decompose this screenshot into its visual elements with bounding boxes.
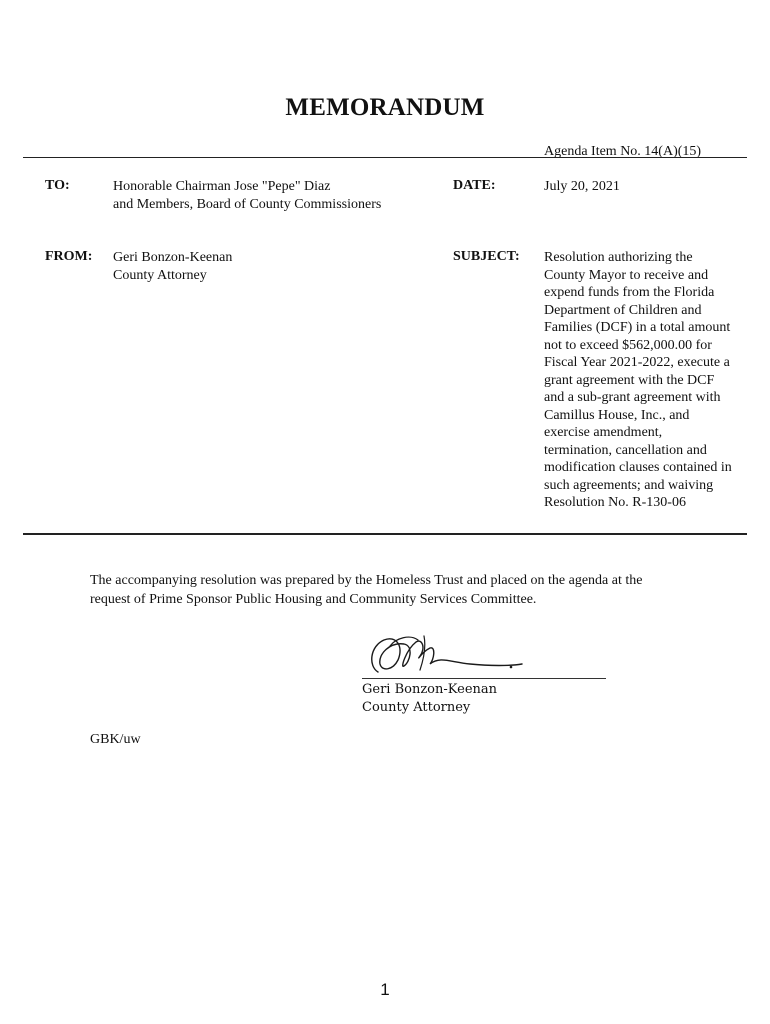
- subject-line: exercise amendment,: [544, 425, 663, 440]
- from-line-2: County Attorney: [113, 267, 207, 283]
- subject-line: Camillus House, Inc., and: [544, 407, 690, 423]
- from-sender: [113, 249, 232, 284]
- top-divider: [23, 157, 747, 158]
- subject-line: termination, cancellation and: [544, 442, 707, 458]
- subject-label: SUBJECT:: [453, 249, 520, 264]
- from-label: FROM:: [45, 249, 93, 264]
- signatory-name: Geri Bonzon-Keenan: [362, 682, 498, 697]
- section-divider: [23, 533, 747, 535]
- subject-line: Fiscal Year 2021-2022, execute a: [544, 355, 730, 370]
- subject-line: not to exceed $562,000.00 for: [544, 337, 712, 353]
- from-line-1: Geri Bonzon-Keenan: [113, 250, 233, 265]
- to-label: TO:: [45, 178, 70, 193]
- subject-line: grant agreement with the DCF: [544, 372, 715, 388]
- subject-line: modification clauses contained in: [544, 460, 732, 475]
- subject-line: Resolution authorizing the: [544, 250, 693, 265]
- to-line-1: Honorable Chairman Jose "Pepe" Diaz: [113, 179, 331, 194]
- to-recipient: [113, 178, 381, 213]
- body-line-2: request of Prime Sponsor Public Housing and Community Services Committee.: [90, 592, 537, 607]
- typist-initials: GBK/uw: [90, 732, 141, 747]
- signature-line: [362, 678, 606, 679]
- subject-text: [544, 249, 732, 512]
- signature-scribble-icon: [360, 626, 610, 686]
- subject-line: expend funds from the Florida: [544, 285, 715, 300]
- agenda-item: Agenda Item No. 14(A)(15): [544, 144, 702, 159]
- body-line-1: The accompanying resolution was prepared by the Homeless Trust and placed on the agenda at the: [90, 573, 643, 588]
- subject-line: Resolution No. R-130-06: [544, 495, 686, 510]
- date-value: July 20, 2021: [544, 179, 620, 194]
- subject-line: and a sub-grant agreement with: [544, 390, 721, 405]
- to-line-2: and Members, Board of County Commissioners: [113, 196, 382, 212]
- subject-line: Department of Children and: [544, 302, 702, 318]
- date-label: DATE:: [453, 178, 496, 193]
- memo-body: [90, 571, 710, 609]
- subject-line: County Mayor to receive and: [544, 267, 709, 283]
- subject-line: such agreements; and waiving: [544, 477, 714, 493]
- signatory-title: County Attorney: [362, 700, 471, 715]
- subject-line: Families (DCF) in a total amount: [544, 320, 731, 335]
- signature-block: [362, 681, 497, 717]
- memo-title: MEMORANDUM: [285, 94, 485, 121]
- handwritten-signature: [360, 626, 610, 686]
- page-number: 1: [380, 980, 390, 999]
